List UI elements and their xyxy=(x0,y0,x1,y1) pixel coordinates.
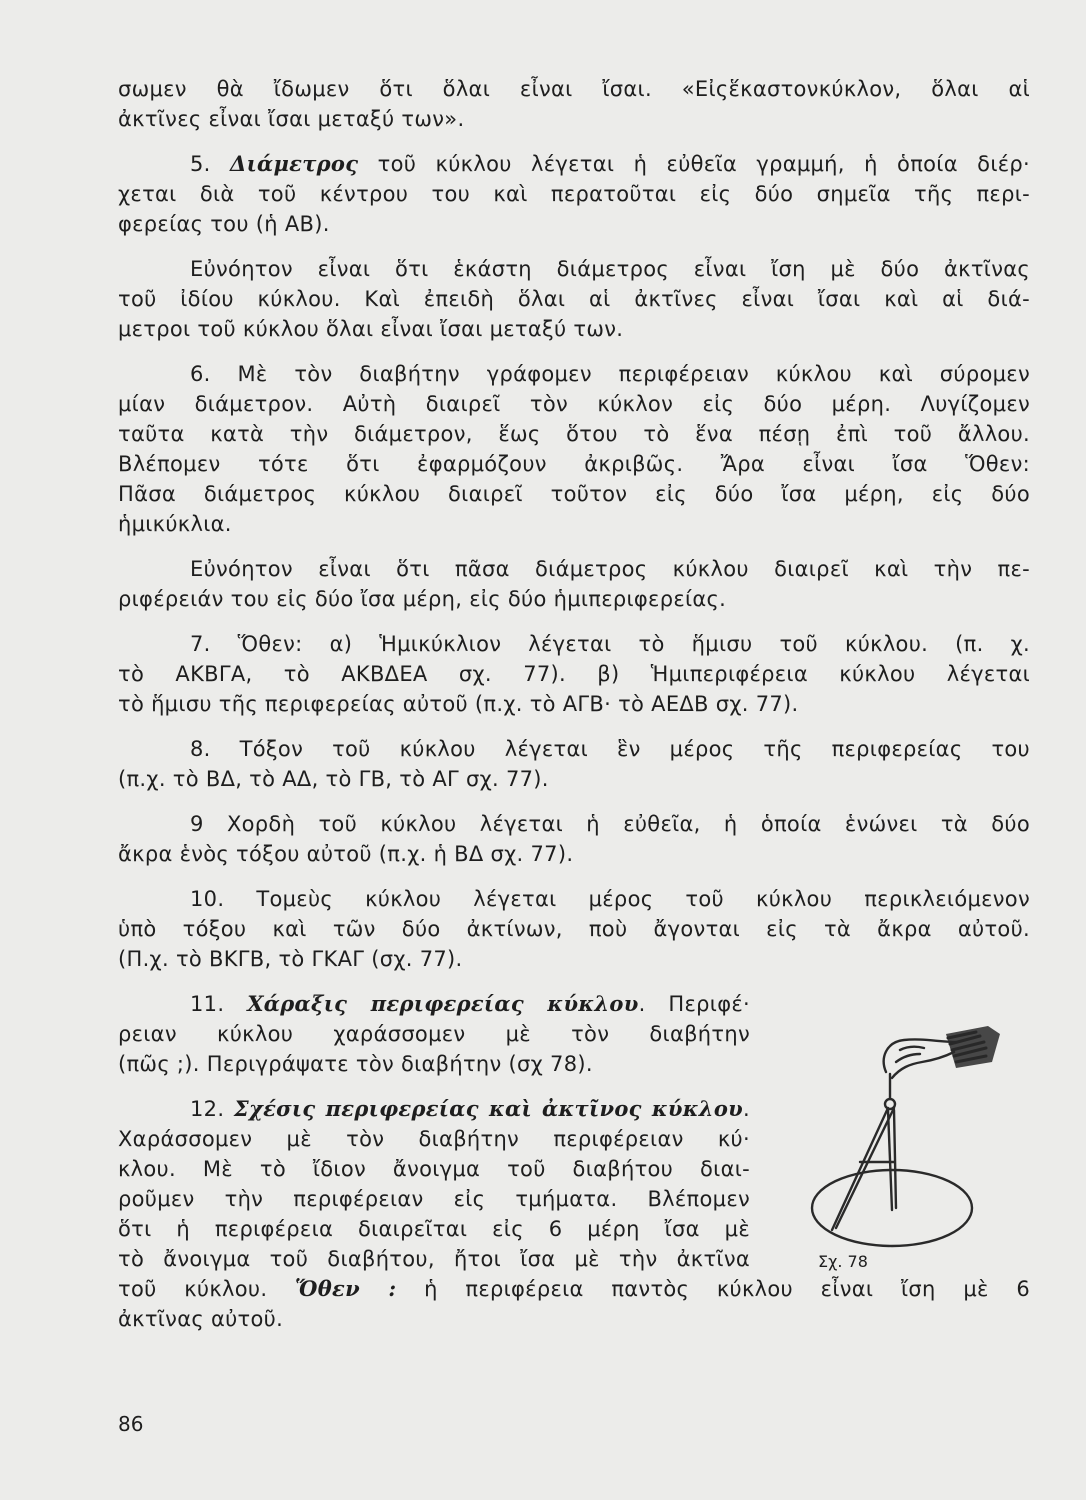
text-line: τὸ ἄνοιγμα τοῦ διαβήτου, ἤτοι ἴσα μὲ τὴν ἀκτῖνα xyxy=(118,1247,750,1271)
text-line: 8. Τόξον τοῦ κύκλου λέγεται ἓν μέρος τῆς περιφερείας του xyxy=(190,737,1030,761)
text-line: ἀκτῖνες εἶναι ἴσαι μεταξύ των». xyxy=(118,107,465,131)
text-line: κλου. Μὲ τὸ ἴδιον ἄνοιγμα τοῦ διαβήτου διαι- xyxy=(118,1157,750,1181)
heading-circumference-radius: 12. Σχέσις περιφερείας καὶ ἀκτῖνος κύκλου. xyxy=(190,1096,750,1121)
text-line: Χαράσσομεν μὲ τὸν διαβήτην περιφέρειαν κύ· xyxy=(118,1127,750,1151)
term-hence: Ὅθεν : xyxy=(295,1276,397,1301)
text-line: μίαν διάμετρον. Αὐτὴ διαιρεῖ τὸν κύκλον εἰς δύο μέρη. Λυγίζομεν xyxy=(118,392,1030,416)
text-line: (π.χ. τὸ ΒΔ, τὸ ΑΔ, τὸ ΓΒ, τὸ ΑΓ σχ. 77). xyxy=(118,767,549,791)
text-line: τὸ ΑΚΒΓΑ, τὸ ΑΚΒΔΕΑ σχ. 77). β) Ἡμιπεριφέρεια κύκλου λέγεται xyxy=(118,662,1030,686)
text-line: Πᾶσα διάμετρος κύκλου διαιρεῖ τοῦτον εἰς δύο ἴσα μέρη, εἰς δύο xyxy=(118,482,1030,506)
text-line: ἄκρα ἑνὸς τόξου αὐτοῦ (π.χ. ἡ ΒΔ σχ. 77). xyxy=(118,842,574,866)
text-line: (Π.χ. τὸ ΒΚΓΒ, τὸ ΓΚΑΓ (σχ. 77). xyxy=(118,947,463,971)
term-diameter: Διάμετρος xyxy=(229,151,359,176)
page-number: 86 xyxy=(118,1412,144,1436)
text-line: ὅτι ἡ περιφέρεια διαιρεῖται εἰς 6 μέρη ἴσα μὲ xyxy=(118,1217,750,1241)
text-line: χεται διὰ τοῦ κέντρου του καὶ περατοῦται εἰς δύο σημεῖα τῆς περι- xyxy=(118,182,1030,206)
item-number: 12. xyxy=(190,1097,225,1121)
text-line: Βλέπομεν τότε ὅτι ἐφαρμόζουν ἀκριβῶς. Ἄρα εἶναι ἴσα Ὅθεν: xyxy=(118,452,1030,476)
text-line: τοῦ ἰδίου κύκλου. Καὶ ἐπειδὴ ὅλαι αἱ ἀκτῖνες εἶναι ἴσαι καὶ αἱ διά- xyxy=(118,287,1030,311)
text-line: 7. Ὅθεν: α) Ἡμικύκλιον λέγεται τὸ ἥμισυ τοῦ κύκλου. (π. χ. xyxy=(190,632,1030,656)
text-line: ρειαν κύκλου χαράσσομεν μὲ τὸν διαβήτην xyxy=(118,1022,750,1046)
text-line: ἀκτῖνας αὐτοῦ. xyxy=(118,1307,284,1331)
text-line: 6. Μὲ τὸν διαβήτην γράφομεν περιφέρειαν κύκλου καὶ σύρομεν xyxy=(190,362,1030,386)
text-line: (πῶς ;). Περιγράψατε τὸν διαβήτην (σχ 78). xyxy=(118,1052,593,1076)
heading-circle-drawing: 11. Χάραξις περιφερείας κύκλου. Περιφέ· xyxy=(190,991,750,1016)
term-circumference-radius: Σχέσις περιφερείας καὶ ἀκτῖνος κύκλου xyxy=(233,1096,744,1121)
item-number: 5. xyxy=(190,152,211,176)
text-line: ροῦμεν τὴν περιφέρειαν εἰς τμήματα. Βλέπομεν xyxy=(118,1187,750,1211)
text-line: ριφέρειάν του εἰς δύο ἴσα μέρη, εἰς δύο ἡμιπεριφερείας. xyxy=(118,587,727,611)
definition-diameter: 5. Διάμετρος τοῦ κύκλου λέγεται ἡ εὐθεῖα γραμμή, ἡ ὁποία διέρ· xyxy=(190,151,1030,176)
text-line: ταῦτα κατὰ τὴν διάμετρον, ἕως ὅτου τὸ ἕνα πέσῃ ἐπὶ τοῦ ἄλλου. xyxy=(118,422,1030,446)
text-line: ἡμικύκλια. xyxy=(118,512,232,536)
item-number: 11. xyxy=(190,992,225,1016)
text-line: φερείας του (ἡ ΑΒ). xyxy=(118,212,330,236)
text-line: σωμεν θὰ ἴδωμεν ὅτι ὅλαι εἶναι ἴσαι. «Εἰςἕκαστονκύκλον, ὅλαι αἱ xyxy=(118,77,1030,101)
text-line: Εὐνόητον εἶναι ὅτι ἑκάστη διάμετρος εἶναι ἴση μὲ δύο ἀκτῖνας xyxy=(190,257,1030,281)
text-line: μετροι τοῦ κύκλου ὅλαι εἶναι ἴσαι μεταξύ των. xyxy=(118,317,624,341)
conclusion-line: τοῦ κύκλου. Ὅθεν : ἡ περιφέρεια παντὸς κύκλου εἶναι ἴση μὲ 6 xyxy=(118,1276,1030,1301)
term-circle-drawing: Χάραξις περιφερείας κύκλου xyxy=(247,991,639,1016)
text-line: Εὐνόητον εἶναι ὅτι πᾶσα διάμετρος κύκλου διαιρεῖ καὶ τὴν πε- xyxy=(190,557,1030,581)
text-line: τὸ ἥμισυ τῆς περιφερείας αὐτοῦ (π.χ. τὸ ΑΓΒ· τὸ ΑΕΔΒ σχ. 77). xyxy=(118,692,799,716)
text-line: 10. Τομεὺς κύκλου λέγεται μέρος τοῦ κύκλου περικλειόμενον xyxy=(190,887,1030,911)
text-line: ὑπὸ τόξου καὶ τῶν δύο ἀκτίνων, ποὺ ἄγονται εἰς τὰ ἄκρα αὐτοῦ. xyxy=(118,917,1030,941)
text-line: 9 Χορδὴ τοῦ κύκλου λέγεται ἡ εὐθεῖα, ἡ ὁποία ἑνώνει τὰ δύο xyxy=(190,812,1030,836)
figure-caption: Σχ. 78 xyxy=(818,1252,868,1271)
